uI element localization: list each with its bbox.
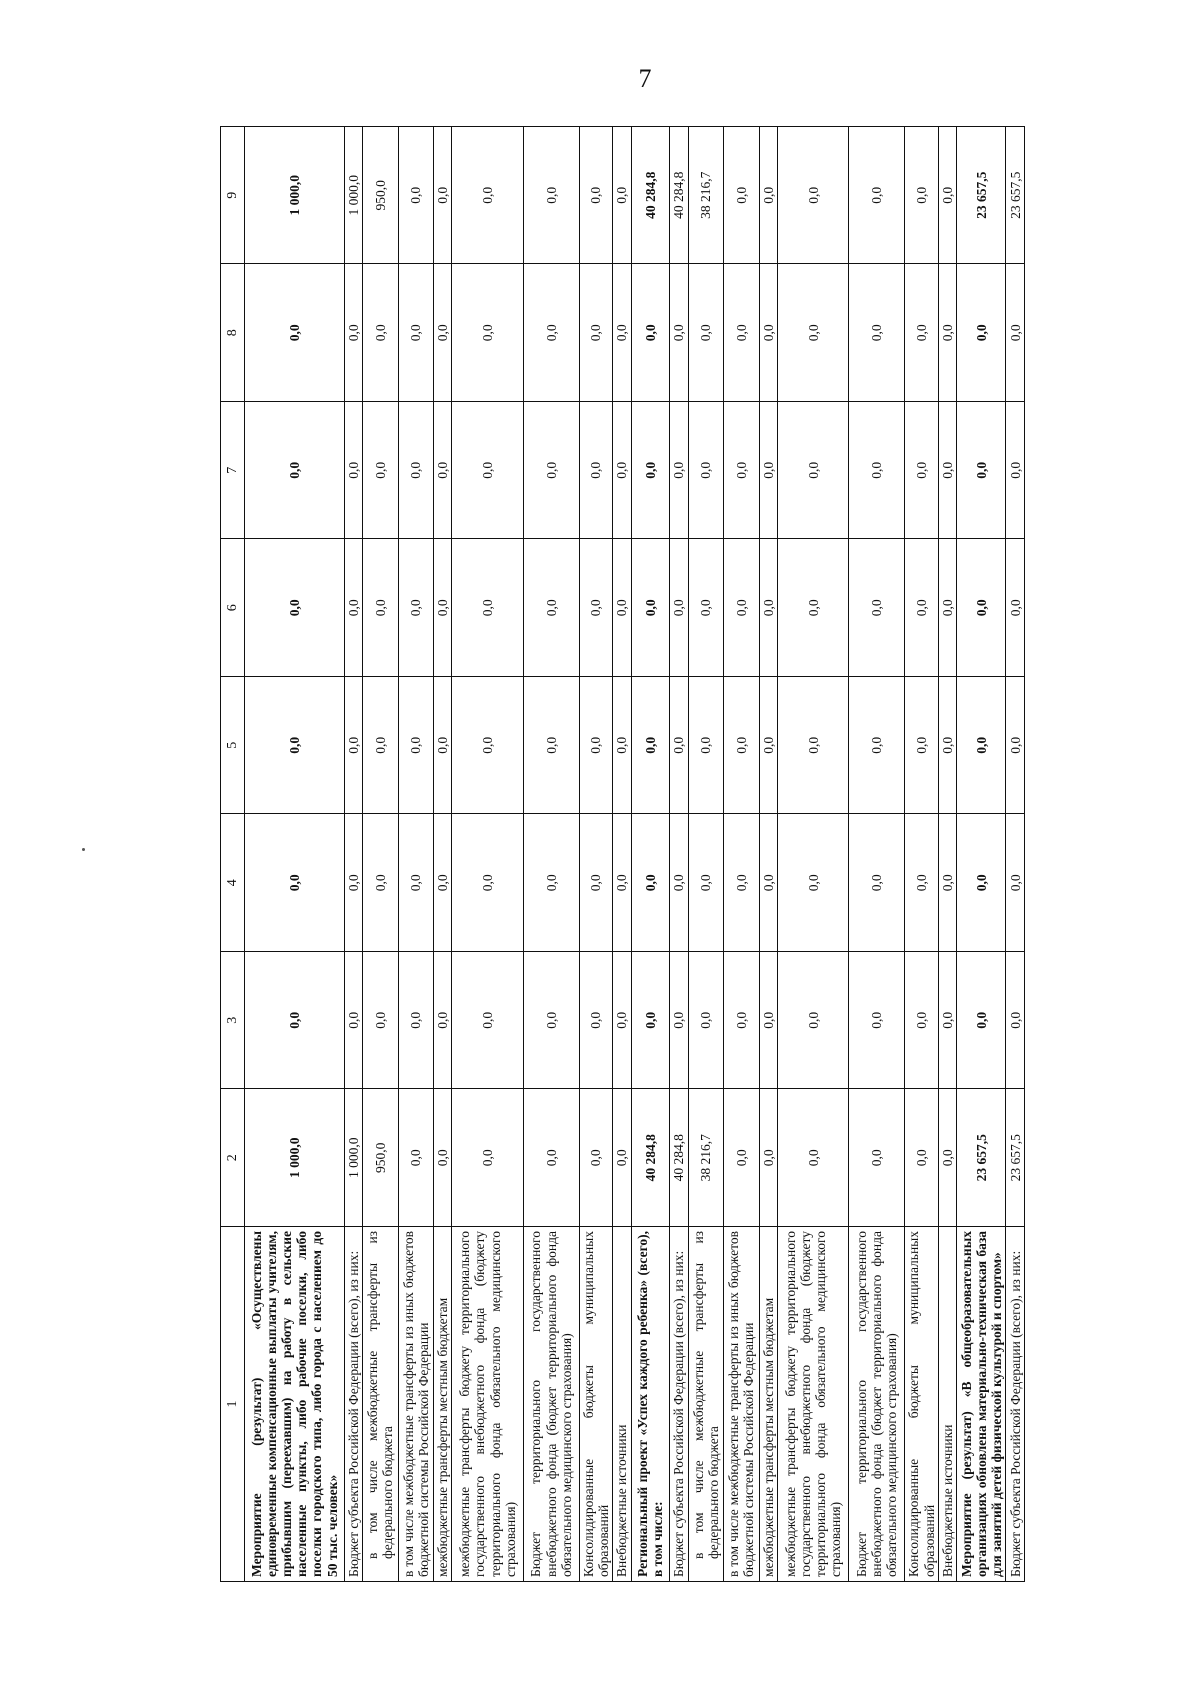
- cell-col-7: 0,0: [245, 402, 345, 540]
- cell-col-4: 0,0: [434, 814, 452, 952]
- cell-col-7: 0,0: [362, 402, 398, 540]
- table-row: [398, 127, 434, 1582]
- cell-col-6: 0,0: [362, 539, 398, 677]
- cell-col-8: 0,0: [398, 264, 434, 402]
- cell-col-4: 0,0: [452, 814, 523, 952]
- table-row: [688, 127, 724, 1582]
- cell-col-3: 0,0: [398, 952, 434, 1090]
- row-label: межбюджетные трансферты бюджету территориального государственного внебюджетного фонда (бюджету территориального фонда обязательного медицинского страхования): [778, 1227, 849, 1582]
- table-row: [613, 127, 631, 1582]
- cell-col-9: 0,0: [849, 127, 905, 265]
- header-col-8: 8: [221, 264, 245, 402]
- cell-col-9: 0,0: [398, 127, 434, 265]
- row-label: межбюджетные трансферты местным бюджетам: [759, 1227, 777, 1582]
- cell-col-8: 0,0: [362, 264, 398, 402]
- cell-col-3: 0,0: [245, 952, 345, 1090]
- cell-col-7: 0,0: [778, 402, 849, 540]
- cell-col-5: 0,0: [724, 677, 760, 815]
- header-col-2: 2: [221, 1089, 245, 1227]
- cell-col-3: 0,0: [434, 952, 452, 1090]
- cell-col-9: 0,0: [778, 127, 849, 265]
- cell-col-5: 0,0: [245, 677, 345, 815]
- cell-col-2: 950,0: [362, 1089, 398, 1227]
- table-row: [434, 127, 452, 1582]
- cell-col-8: 0,0: [759, 264, 777, 402]
- cell-col-5: 0,0: [759, 677, 777, 815]
- cell-col-9: 0,0: [613, 127, 631, 265]
- cell-col-3: 0,0: [631, 952, 670, 1090]
- cell-col-8: 0,0: [523, 264, 579, 402]
- cell-col-4: 0,0: [523, 814, 579, 952]
- cell-col-7: 0,0: [452, 402, 523, 540]
- cell-col-3: 0,0: [759, 952, 777, 1090]
- cell-col-2: 0,0: [452, 1089, 523, 1227]
- cell-col-3: 0,0: [523, 952, 579, 1090]
- cell-col-8: 0,0: [688, 264, 724, 402]
- table-row: [849, 127, 905, 1582]
- header-row: [221, 127, 245, 1582]
- header-col-4: 4: [221, 814, 245, 952]
- cell-col-7: 0,0: [613, 402, 631, 540]
- cell-col-5: 0,0: [938, 677, 956, 815]
- cell-col-6: 0,0: [688, 539, 724, 677]
- table-row: [724, 127, 760, 1582]
- cell-col-3: 0,0: [724, 952, 760, 1090]
- cell-col-8: 0,0: [452, 264, 523, 402]
- cell-col-5: 0,0: [434, 677, 452, 815]
- table-row: [938, 127, 956, 1582]
- cell-col-6: 0,0: [613, 539, 631, 677]
- table-row: [905, 127, 939, 1582]
- cell-col-9: 40 284,8: [631, 127, 670, 265]
- budget-table: [220, 126, 1025, 1582]
- cell-col-6: 0,0: [778, 539, 849, 677]
- row-label: в том числе межбюджетные трансферты из иных бюджетов бюджетной системы Российской Федерации: [724, 1227, 760, 1582]
- cell-col-2: 0,0: [579, 1089, 613, 1227]
- cell-col-6: 0,0: [398, 539, 434, 677]
- cell-col-3: 0,0: [938, 952, 956, 1090]
- header-col-1: 1: [221, 1227, 245, 1582]
- row-label: Мероприятие (результат) «Осуществлены единовременные компенсационные выплаты учителям, прибывшим (переехавшим) на работу в сельские населенные пункты, либо рабочие поселки, либо поселки городского типа, либо города с населением до 50 тыс. человек»: [245, 1227, 345, 1582]
- cell-col-9: 1 000,0: [344, 127, 362, 265]
- cell-col-3: 0,0: [344, 952, 362, 1090]
- cell-col-2: 0,0: [778, 1089, 849, 1227]
- header-col-7: 7: [221, 402, 245, 540]
- cell-col-5: 0,0: [523, 677, 579, 815]
- table-row: [670, 127, 688, 1582]
- cell-col-2: 23 657,5: [1006, 1089, 1025, 1227]
- cell-col-6: 0,0: [245, 539, 345, 677]
- cell-col-6: 0,0: [631, 539, 670, 677]
- cell-col-8: 0,0: [631, 264, 670, 402]
- cell-col-2: 1 000,0: [344, 1089, 362, 1227]
- cell-col-3: 0,0: [849, 952, 905, 1090]
- table-row: [759, 127, 777, 1582]
- cell-col-6: 0,0: [579, 539, 613, 677]
- row-label: Внебюджетные источники: [938, 1227, 956, 1582]
- cell-col-5: 0,0: [1006, 677, 1025, 815]
- cell-col-5: 0,0: [613, 677, 631, 815]
- cell-col-7: 0,0: [434, 402, 452, 540]
- cell-col-9: 0,0: [759, 127, 777, 265]
- row-label: межбюджетные трансферты бюджету территориального государственного внебюджетного фонда (бюджету территориального фонда обязательного медицинского страхования): [452, 1227, 523, 1582]
- cell-col-9: 0,0: [905, 127, 939, 265]
- table-row: [362, 127, 398, 1582]
- cell-col-4: 0,0: [724, 814, 760, 952]
- cell-col-5: 0,0: [849, 677, 905, 815]
- cell-col-7: 0,0: [344, 402, 362, 540]
- table-row: [631, 127, 670, 1582]
- cell-col-8: 0,0: [579, 264, 613, 402]
- cell-col-4: 0,0: [344, 814, 362, 952]
- cell-col-6: 0,0: [344, 539, 362, 677]
- header-col-6: 6: [221, 539, 245, 677]
- cell-col-5: 0,0: [452, 677, 523, 815]
- cell-col-9: 0,0: [452, 127, 523, 265]
- row-label: Консолидированные бюджеты муниципальных образований: [905, 1227, 939, 1582]
- cell-col-2: 0,0: [724, 1089, 760, 1227]
- cell-col-2: 0,0: [938, 1089, 956, 1227]
- page-number: 7: [638, 64, 652, 93]
- cell-col-6: 0,0: [452, 539, 523, 677]
- cell-col-7: 0,0: [849, 402, 905, 540]
- cell-col-8: 0,0: [938, 264, 956, 402]
- cell-col-8: 0,0: [245, 264, 345, 402]
- table-row: [344, 127, 362, 1582]
- cell-col-6: 0,0: [523, 539, 579, 677]
- cell-col-2: 0,0: [849, 1089, 905, 1227]
- cell-col-4: 0,0: [579, 814, 613, 952]
- cell-col-7: 0,0: [724, 402, 760, 540]
- cell-col-4: 0,0: [1006, 814, 1025, 952]
- cell-col-5: 0,0: [670, 677, 688, 815]
- cell-col-8: 0,0: [905, 264, 939, 402]
- cell-col-3: 0,0: [452, 952, 523, 1090]
- cell-col-8: 0,0: [778, 264, 849, 402]
- cell-col-9: 0,0: [938, 127, 956, 265]
- cell-col-5: 0,0: [362, 677, 398, 815]
- cell-col-5: 0,0: [398, 677, 434, 815]
- cell-col-7: 0,0: [523, 402, 579, 540]
- cell-col-7: 0,0: [938, 402, 956, 540]
- scan-speck: [82, 848, 85, 851]
- cell-col-4: 0,0: [957, 814, 1006, 952]
- cell-col-8: 0,0: [344, 264, 362, 402]
- table-row: [452, 127, 523, 1582]
- cell-col-2: 0,0: [759, 1089, 777, 1227]
- row-label: Консолидированные бюджеты муниципальных образований: [579, 1227, 613, 1582]
- row-label: Бюджет субъекта Российской Федерации (всего), из них:: [670, 1227, 688, 1582]
- cell-col-2: 0,0: [434, 1089, 452, 1227]
- cell-col-5: 0,0: [579, 677, 613, 815]
- table-row: [778, 127, 849, 1582]
- cell-col-2: 23 657,5: [957, 1089, 1006, 1227]
- cell-col-2: 40 284,8: [670, 1089, 688, 1227]
- cell-col-9: 0,0: [434, 127, 452, 265]
- cell-col-9: 23 657,5: [957, 127, 1006, 265]
- table-row: [957, 127, 1006, 1582]
- cell-col-6: 0,0: [938, 539, 956, 677]
- cell-col-4: 0,0: [613, 814, 631, 952]
- cell-col-8: 0,0: [670, 264, 688, 402]
- cell-col-4: 0,0: [905, 814, 939, 952]
- row-label: в том числе межбюджетные трансферты из федерального бюджета: [362, 1227, 398, 1582]
- cell-col-8: 0,0: [849, 264, 905, 402]
- cell-col-9: 0,0: [579, 127, 613, 265]
- row-label: Бюджет территориального государственного внебюджетного фонда (бюджет территориального фонда обязательного медицинского страхования): [849, 1227, 905, 1582]
- cell-col-2: 1 000,0: [245, 1089, 345, 1227]
- cell-col-7: 0,0: [759, 402, 777, 540]
- cell-col-9: 40 284,8: [670, 127, 688, 265]
- cell-col-4: 0,0: [245, 814, 345, 952]
- cell-col-6: 0,0: [670, 539, 688, 677]
- cell-col-7: 0,0: [688, 402, 724, 540]
- cell-col-8: 0,0: [434, 264, 452, 402]
- row-label: Бюджет субъекта Российской Федерации (всего), из них:: [344, 1227, 362, 1582]
- table-row: [1006, 127, 1025, 1582]
- header-col-3: 3: [221, 952, 245, 1090]
- cell-col-6: 0,0: [759, 539, 777, 677]
- cell-col-8: 0,0: [613, 264, 631, 402]
- cell-col-4: 0,0: [849, 814, 905, 952]
- cell-col-3: 0,0: [957, 952, 1006, 1090]
- cell-col-3: 0,0: [1006, 952, 1025, 1090]
- cell-col-4: 0,0: [688, 814, 724, 952]
- cell-col-9: 23 657,5: [1006, 127, 1025, 265]
- cell-col-3: 0,0: [579, 952, 613, 1090]
- cell-col-4: 0,0: [938, 814, 956, 952]
- cell-col-7: 0,0: [1006, 402, 1025, 540]
- cell-col-2: 0,0: [523, 1089, 579, 1227]
- table-body: [245, 127, 1025, 1582]
- cell-col-5: 0,0: [688, 677, 724, 815]
- cell-col-3: 0,0: [613, 952, 631, 1090]
- cell-col-2: 38 216,7: [688, 1089, 724, 1227]
- cell-col-6: 0,0: [957, 539, 1006, 677]
- cell-col-8: 0,0: [957, 264, 1006, 402]
- cell-col-7: 0,0: [398, 402, 434, 540]
- header-col-9: 9: [221, 127, 245, 265]
- table-row: [245, 127, 345, 1582]
- cell-col-9: 0,0: [724, 127, 760, 265]
- cell-col-6: 0,0: [905, 539, 939, 677]
- cell-col-9: 38 216,7: [688, 127, 724, 265]
- row-label: в том числе межбюджетные трансферты из иных бюджетов бюджетной системы Российской Федерации: [398, 1227, 434, 1582]
- cell-col-4: 0,0: [759, 814, 777, 952]
- cell-col-9: 950,0: [362, 127, 398, 265]
- row-label: Внебюджетные источники: [613, 1227, 631, 1582]
- cell-col-9: 0,0: [523, 127, 579, 265]
- cell-col-7: 0,0: [957, 402, 1006, 540]
- cell-col-4: 0,0: [398, 814, 434, 952]
- row-label: Региональный проект «Успех каждого ребенка» (всего), в том числе:: [631, 1227, 670, 1582]
- cell-col-2: 40 284,8: [631, 1089, 670, 1227]
- cell-col-2: 0,0: [613, 1089, 631, 1227]
- cell-col-5: 0,0: [631, 677, 670, 815]
- cell-col-5: 0,0: [344, 677, 362, 815]
- cell-col-3: 0,0: [905, 952, 939, 1090]
- cell-col-3: 0,0: [688, 952, 724, 1090]
- table-row: [579, 127, 613, 1582]
- cell-col-9: 1 000,0: [245, 127, 345, 265]
- cell-col-8: 0,0: [724, 264, 760, 402]
- row-label: в том числе межбюджетные трансферты из федерального бюджета: [688, 1227, 724, 1582]
- cell-col-7: 0,0: [579, 402, 613, 540]
- cell-col-6: 0,0: [1006, 539, 1025, 677]
- cell-col-4: 0,0: [631, 814, 670, 952]
- row-label: Бюджет территориального государственного внебюджетного фонда (бюджет территориального фонда обязательного медицинского страхования): [523, 1227, 579, 1582]
- cell-col-3: 0,0: [362, 952, 398, 1090]
- cell-col-4: 0,0: [778, 814, 849, 952]
- cell-col-7: 0,0: [905, 402, 939, 540]
- cell-col-5: 0,0: [957, 677, 1006, 815]
- cell-col-4: 0,0: [362, 814, 398, 952]
- cell-col-2: 0,0: [398, 1089, 434, 1227]
- cell-col-6: 0,0: [849, 539, 905, 677]
- cell-col-5: 0,0: [778, 677, 849, 815]
- cell-col-5: 0,0: [905, 677, 939, 815]
- header-col-5: 5: [221, 677, 245, 815]
- cell-col-3: 0,0: [778, 952, 849, 1090]
- row-label: Бюджет субъекта Российской Федерации (всего), из них:: [1006, 1227, 1025, 1582]
- cell-col-6: 0,0: [434, 539, 452, 677]
- budget-table-rotated: [220, 127, 1025, 1582]
- cell-col-7: 0,0: [670, 402, 688, 540]
- cell-col-7: 0,0: [631, 402, 670, 540]
- cell-col-2: 0,0: [905, 1089, 939, 1227]
- row-label: Мероприятие (результат) «В общеобразовательных организациях обновлена материально-техническая база для занятий детей физической культурой и спортом»: [957, 1227, 1006, 1582]
- table-row: [523, 127, 579, 1582]
- cell-col-6: 0,0: [724, 539, 760, 677]
- row-label: межбюджетные трансферты местным бюджетам: [434, 1227, 452, 1582]
- cell-col-4: 0,0: [670, 814, 688, 952]
- cell-col-3: 0,0: [670, 952, 688, 1090]
- cell-col-8: 0,0: [1006, 264, 1025, 402]
